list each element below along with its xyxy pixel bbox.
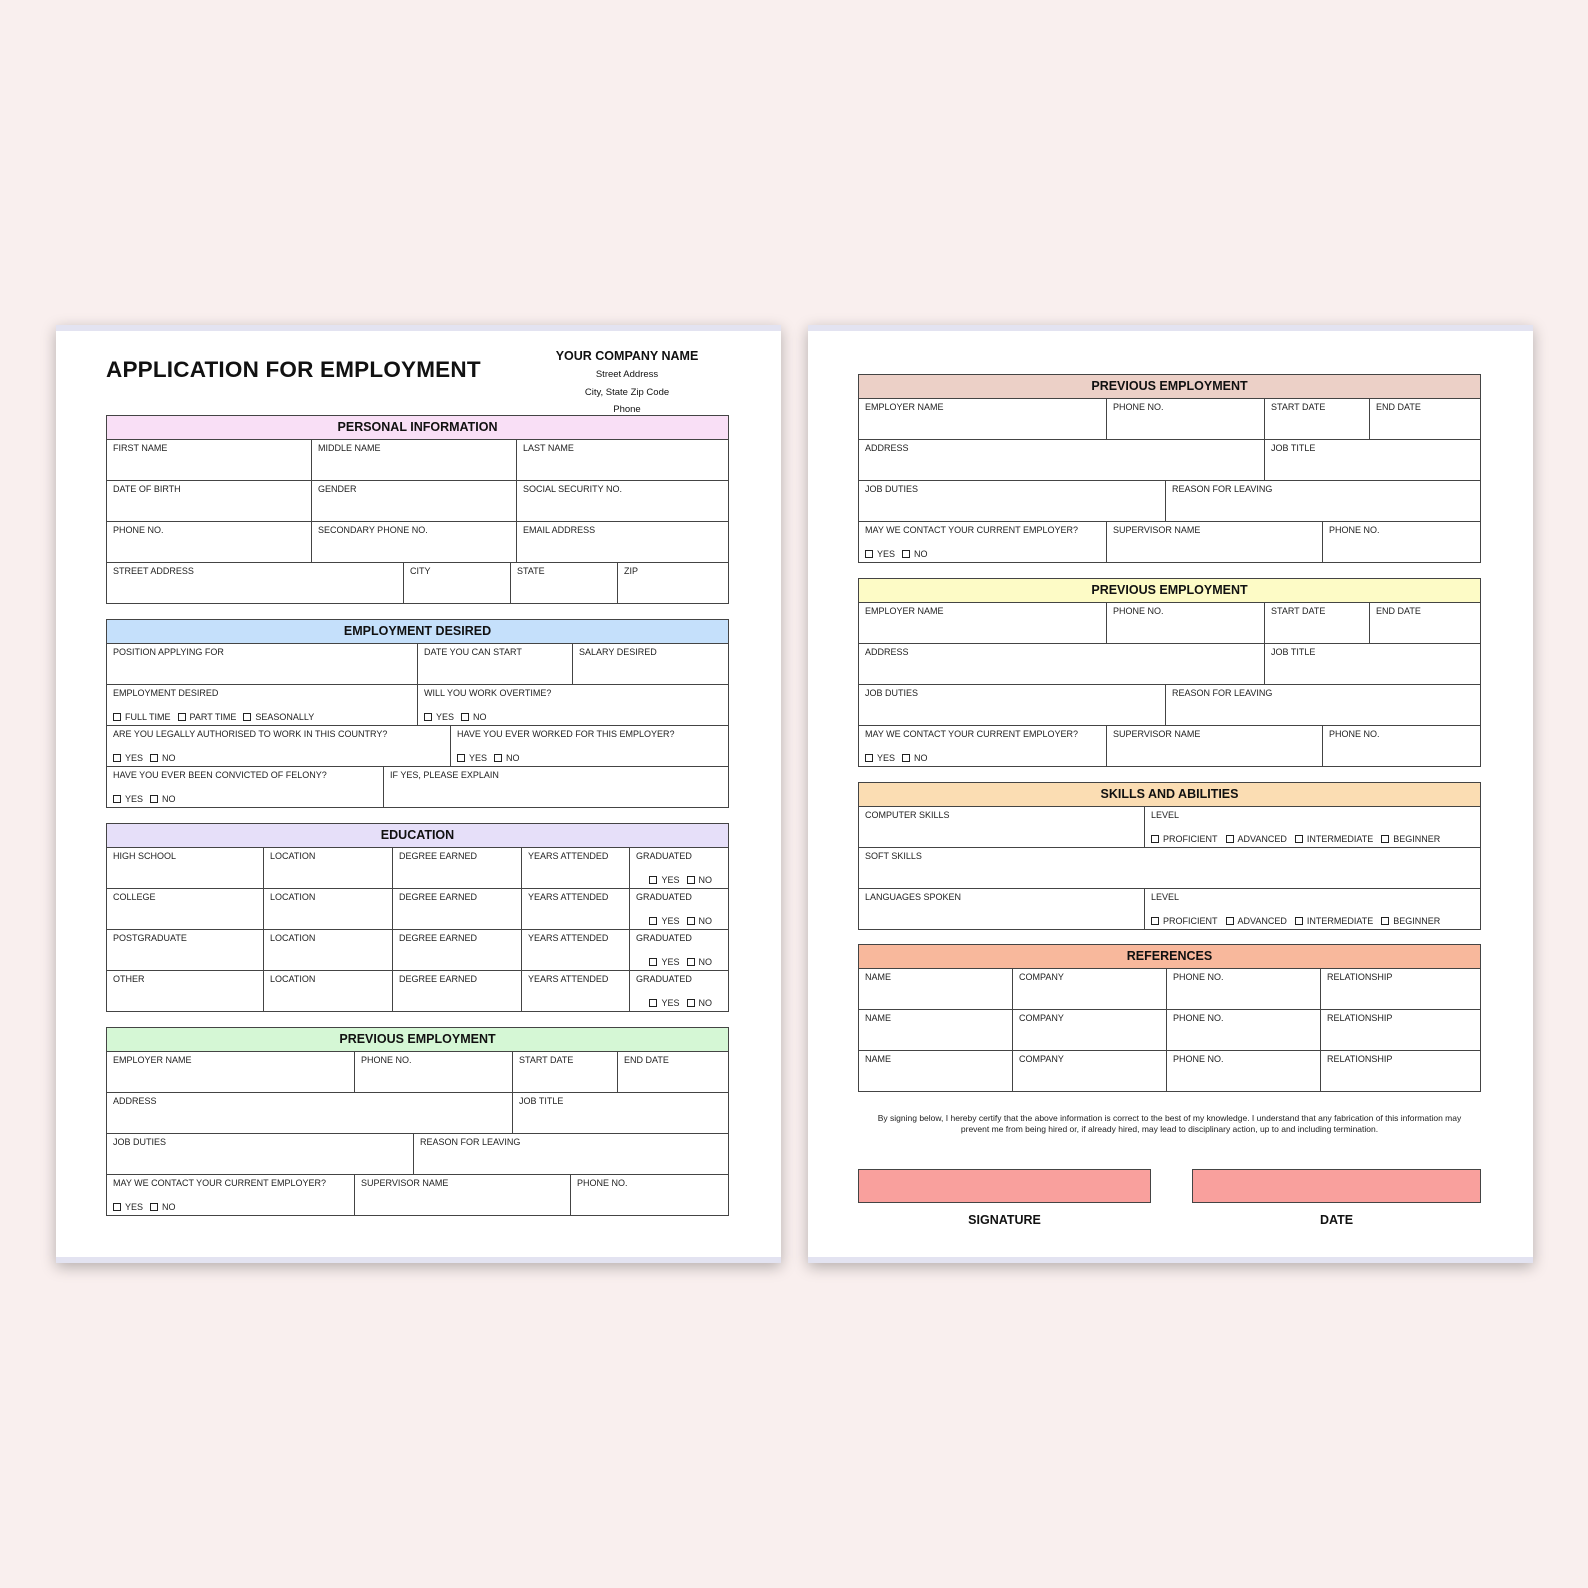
- previous-employment-section: [858, 578, 1481, 767]
- no-checkbox[interactable]: NO: [494, 753, 520, 763]
- beginner-checkbox[interactable]: BEGINNER: [1381, 916, 1440, 926]
- city-field[interactable]: [404, 563, 511, 603]
- field-label: JOB DUTIES: [113, 1137, 167, 1147]
- section-header: PREVIOUS EMPLOYMENT: [107, 1028, 728, 1052]
- field-label: PHONE NO.: [1113, 402, 1164, 412]
- field-label: OTHER: [113, 974, 145, 984]
- field-label: HAVE YOU EVER BEEN CONVICTED OF FELONY?: [113, 770, 327, 780]
- language-level-field: [1145, 889, 1480, 929]
- field-label: GRADUATED: [636, 851, 692, 861]
- field-label: ADDRESS: [113, 1096, 157, 1106]
- field-label: LEVEL: [1151, 810, 1180, 820]
- advanced-checkbox[interactable]: ADVANCED: [1226, 916, 1287, 926]
- job-title-field[interactable]: [1265, 644, 1480, 684]
- reference-company-field[interactable]: [1013, 1010, 1167, 1050]
- field-label: JOB TITLE: [1271, 443, 1316, 453]
- reference-phone-field[interactable]: [1167, 1051, 1321, 1091]
- field-label: MAY WE CONTACT YOUR CURRENT EMPLOYER?: [113, 1178, 327, 1188]
- field-label: PHONE NO.: [113, 525, 164, 535]
- degree-field[interactable]: [393, 889, 522, 929]
- field-label: MAY WE CONTACT YOUR CURRENT EMPLOYER?: [865, 525, 1079, 535]
- zip-field[interactable]: [618, 563, 728, 603]
- first-name-field[interactable]: [107, 440, 312, 480]
- explain-field[interactable]: [384, 767, 728, 807]
- location-field[interactable]: [264, 848, 393, 888]
- graduated-field: [630, 889, 728, 929]
- field-label: SOFT SKILLS: [865, 851, 922, 861]
- no-checkbox[interactable]: NO: [687, 875, 713, 885]
- employment-desired-section: [106, 619, 729, 808]
- intermediate-checkbox[interactable]: INTERMEDIATE: [1295, 834, 1373, 844]
- years-attended-field[interactable]: [522, 971, 630, 1011]
- proficient-checkbox[interactable]: PROFICIENT: [1151, 916, 1218, 926]
- authorised-field: [107, 726, 451, 766]
- field-label: DATE YOU CAN START: [424, 647, 522, 657]
- field-label: LEVEL: [1151, 892, 1180, 902]
- ssn-field[interactable]: [517, 481, 728, 521]
- yes-checkbox[interactable]: YES: [113, 753, 143, 763]
- yes-checkbox[interactable]: YES: [649, 957, 679, 967]
- field-label: EMPLOYER NAME: [865, 402, 944, 412]
- field-label: GRADUATED: [636, 974, 692, 984]
- field-label: END DATE: [624, 1055, 669, 1065]
- reference-company-field[interactable]: [1013, 969, 1167, 1009]
- field-label: PHONE NO.: [1329, 525, 1380, 535]
- yes-checkbox[interactable]: YES: [649, 916, 679, 926]
- contact-employer-field: [859, 522, 1107, 562]
- field-label: SECONDARY PHONE NO.: [318, 525, 428, 535]
- graduated-field: [630, 930, 728, 970]
- signature-field[interactable]: [858, 1169, 1151, 1203]
- field-label: ARE YOU LEGALLY AUTHORISED TO WORK IN THIS COUNTRY?: [113, 729, 388, 739]
- field-label: FIRST NAME: [113, 443, 168, 453]
- employer-name-field[interactable]: [859, 399, 1107, 439]
- section-header: SKILLS AND ABILITIES: [859, 783, 1480, 807]
- graduated-field: [630, 848, 728, 888]
- field-label: ADDRESS: [865, 443, 909, 453]
- reference-relationship-field[interactable]: [1321, 1010, 1480, 1050]
- field-label: RELATIONSHIP: [1327, 1054, 1393, 1064]
- no-checkbox[interactable]: NO: [687, 998, 713, 1008]
- section-header: EMPLOYMENT DESIRED: [107, 620, 728, 644]
- field-label: REASON FOR LEAVING: [1172, 688, 1273, 698]
- employer-phone-field[interactable]: [355, 1052, 513, 1092]
- field-label: ADDRESS: [865, 647, 909, 657]
- section-header: REFERENCES: [859, 945, 1480, 969]
- degree-field[interactable]: [393, 848, 522, 888]
- company-phone: Phone: [613, 404, 641, 415]
- field-label: RELATIONSHIP: [1327, 972, 1393, 982]
- field-label: DEGREE EARNED: [399, 892, 478, 902]
- previous-employment-section: [106, 1027, 729, 1216]
- start-date-field[interactable]: [418, 644, 573, 684]
- field-label: POSITION APPLYING FOR: [113, 647, 224, 657]
- beginner-checkbox[interactable]: BEGINNER: [1381, 834, 1440, 844]
- end-date-field[interactable]: [618, 1052, 728, 1092]
- date-of-birth-field[interactable]: [107, 481, 312, 521]
- field-label: IF YES, PLEASE EXPLAIN: [390, 770, 499, 780]
- form-page-2: [808, 325, 1533, 1263]
- field-label: DATE OF BIRTH: [113, 484, 181, 494]
- section-header: PREVIOUS EMPLOYMENT: [859, 375, 1480, 399]
- date-field[interactable]: [1192, 1169, 1481, 1203]
- part-time-checkbox[interactable]: PART TIME: [178, 712, 237, 722]
- field-label: STREET ADDRESS: [113, 566, 194, 576]
- reference-relationship-field[interactable]: [1321, 1051, 1480, 1091]
- field-label: MAY WE CONTACT YOUR CURRENT EMPLOYER?: [865, 729, 1079, 739]
- field-label: RELATIONSHIP: [1327, 1013, 1393, 1023]
- supervisor-name-field[interactable]: [1107, 522, 1323, 562]
- reference-name-field[interactable]: [859, 969, 1013, 1009]
- contact-employer-field: [859, 726, 1107, 766]
- reason-for-leaving-field[interactable]: [414, 1134, 728, 1174]
- education-level-field[interactable]: [107, 971, 264, 1011]
- salary-field[interactable]: [573, 644, 728, 684]
- no-checkbox[interactable]: NO: [902, 753, 928, 763]
- field-label: SALARY DESIRED: [579, 647, 657, 657]
- start-date-field[interactable]: [1265, 399, 1370, 439]
- field-label: YEARS ATTENDED: [528, 851, 609, 861]
- field-label: LOCATION: [270, 974, 316, 984]
- email-field[interactable]: [517, 522, 728, 562]
- field-label: GENDER: [318, 484, 357, 494]
- field-label: NAME: [865, 1013, 892, 1023]
- supervisor-name-field[interactable]: [1107, 726, 1323, 766]
- field-label: HIGH SCHOOL: [113, 851, 177, 861]
- soft-skills-field[interactable]: [859, 848, 1480, 888]
- yes-checkbox[interactable]: YES: [457, 753, 487, 763]
- field-label: PHONE NO.: [1173, 1054, 1224, 1064]
- field-label: COMPANY: [1019, 1013, 1064, 1023]
- secondary-phone-field[interactable]: [312, 522, 517, 562]
- field-label: LOCATION: [270, 851, 316, 861]
- no-checkbox[interactable]: NO: [150, 753, 176, 763]
- no-checkbox[interactable]: NO: [461, 712, 487, 722]
- field-label: WILL YOU WORK OVERTIME?: [424, 688, 552, 698]
- years-attended-field[interactable]: [522, 930, 630, 970]
- felony-field: [107, 767, 384, 807]
- gender-field[interactable]: [312, 481, 517, 521]
- yes-checkbox[interactable]: YES: [113, 1202, 143, 1212]
- graduated-field: [630, 971, 728, 1011]
- section-header: PREVIOUS EMPLOYMENT: [859, 579, 1480, 603]
- company-name: YOUR COMPANY NAME: [555, 349, 699, 363]
- certification-notice: By signing below, I hereby certify that the above information is correct to the best of my knowledge. I understand that any fabrication of this information may prevent me from being hired or, if already hired, may lead to disciplinary action, up to and including termination.: [877, 1113, 1462, 1134]
- field-label: START DATE: [1271, 606, 1326, 616]
- location-field[interactable]: [264, 971, 393, 1011]
- years-attended-field[interactable]: [522, 848, 630, 888]
- form-page-1: [56, 325, 781, 1263]
- phone-field[interactable]: [107, 522, 312, 562]
- middle-name-field[interactable]: [312, 440, 517, 480]
- job-duties-field[interactable]: [859, 685, 1166, 725]
- yes-checkbox[interactable]: YES: [649, 875, 679, 885]
- years-attended-field[interactable]: [522, 889, 630, 929]
- personal-information-section: [106, 415, 729, 604]
- location-field[interactable]: [264, 930, 393, 970]
- field-label: PHONE NO.: [1329, 729, 1380, 739]
- worked-before-field: [451, 726, 728, 766]
- field-label: SOCIAL SECURITY NO.: [523, 484, 623, 494]
- field-label: COLLEGE: [113, 892, 156, 902]
- no-checkbox[interactable]: NO: [150, 1202, 176, 1212]
- yes-checkbox[interactable]: YES: [424, 712, 454, 722]
- job-title-field[interactable]: [513, 1093, 728, 1133]
- field-label: DEGREE EARNED: [399, 851, 478, 861]
- field-label: START DATE: [519, 1055, 574, 1065]
- address-field[interactable]: [859, 644, 1265, 684]
- supervisor-name-field[interactable]: [355, 1175, 571, 1215]
- address-field[interactable]: [859, 440, 1265, 480]
- computer-level-field: [1145, 807, 1480, 847]
- field-label: END DATE: [1376, 402, 1421, 412]
- date-label: DATE: [1319, 1213, 1354, 1227]
- yes-checkbox[interactable]: YES: [649, 998, 679, 1008]
- field-label: EMPLOYMENT DESIRED: [113, 688, 219, 698]
- field-label: EMPLOYER NAME: [113, 1055, 192, 1065]
- field-label: EMAIL ADDRESS: [523, 525, 596, 535]
- no-checkbox[interactable]: NO: [687, 957, 713, 967]
- state-field[interactable]: [511, 563, 618, 603]
- education-section: [106, 823, 729, 1012]
- field-label: SUPERVISOR NAME: [1113, 729, 1201, 739]
- field-label: EMPLOYER NAME: [865, 606, 944, 616]
- field-label: YEARS ATTENDED: [528, 892, 609, 902]
- skills-section: [858, 782, 1481, 930]
- employer-name-field[interactable]: [859, 603, 1107, 643]
- job-title-field[interactable]: [1265, 440, 1480, 480]
- position-field[interactable]: [107, 644, 418, 684]
- address-field[interactable]: [107, 1093, 513, 1133]
- field-label: HAVE YOU EVER WORKED FOR THIS EMPLOYER?: [457, 729, 675, 739]
- field-label: MIDDLE NAME: [318, 443, 381, 453]
- reference-phone-field[interactable]: [1167, 1010, 1321, 1050]
- field-label: LANGUAGES SPOKEN: [865, 892, 962, 902]
- field-label: JOB TITLE: [519, 1096, 564, 1106]
- field-label: GRADUATED: [636, 933, 692, 943]
- field-label: YEARS ATTENDED: [528, 974, 609, 984]
- yes-checkbox[interactable]: YES: [113, 794, 143, 804]
- education-level-field[interactable]: [107, 930, 264, 970]
- reason-for-leaving-field[interactable]: [1166, 685, 1480, 725]
- field-label: NAME: [865, 972, 892, 982]
- field-label: DEGREE EARNED: [399, 933, 478, 943]
- intermediate-checkbox[interactable]: INTERMEDIATE: [1295, 916, 1373, 926]
- supervisor-phone-field[interactable]: [571, 1175, 728, 1215]
- supervisor-phone-field[interactable]: [1323, 726, 1480, 766]
- seasonally-checkbox[interactable]: SEASONALLY: [243, 712, 314, 722]
- field-label: SUPERVISOR NAME: [1113, 525, 1201, 535]
- form-title: APPLICATION FOR EMPLOYMENT: [106, 357, 481, 382]
- yes-checkbox[interactable]: YES: [865, 549, 895, 559]
- employer-phone-field[interactable]: [1107, 603, 1265, 643]
- yes-checkbox[interactable]: YES: [865, 753, 895, 763]
- field-label: GRADUATED: [636, 892, 692, 902]
- company-block: [524, 349, 730, 419]
- job-duties-field[interactable]: [107, 1134, 414, 1174]
- end-date-field[interactable]: [1370, 603, 1480, 643]
- field-label: JOB DUTIES: [865, 484, 919, 494]
- no-checkbox[interactable]: NO: [150, 794, 176, 804]
- field-label: SUPERVISOR NAME: [361, 1178, 449, 1188]
- computer-skills-field[interactable]: [859, 807, 1145, 847]
- job-duties-field[interactable]: [859, 481, 1166, 521]
- field-label: PHONE NO.: [361, 1055, 412, 1065]
- field-label: COMPUTER SKILLS: [865, 810, 950, 820]
- employer-phone-field[interactable]: [1107, 399, 1265, 439]
- reference-relationship-field[interactable]: [1321, 969, 1480, 1009]
- start-date-field[interactable]: [1265, 603, 1370, 643]
- company-city: City, State Zip Code: [584, 386, 670, 398]
- field-label: LOCATION: [270, 892, 316, 902]
- field-label: END DATE: [1376, 606, 1421, 616]
- degree-field[interactable]: [393, 971, 522, 1011]
- company-street: Street Address: [595, 369, 659, 380]
- field-label: JOB TITLE: [1271, 647, 1316, 657]
- supervisor-phone-field[interactable]: [1323, 522, 1480, 562]
- field-label: ZIP: [624, 566, 639, 576]
- employer-name-field[interactable]: [107, 1052, 355, 1092]
- field-label: PHONE NO.: [1173, 972, 1224, 982]
- advanced-checkbox[interactable]: ADVANCED: [1226, 834, 1287, 844]
- reference-phone-field[interactable]: [1167, 969, 1321, 1009]
- field-label: PHONE NO.: [1173, 1013, 1224, 1023]
- education-level-field[interactable]: [107, 889, 264, 929]
- no-checkbox[interactable]: NO: [687, 916, 713, 926]
- employment-type-field: [107, 685, 418, 725]
- no-checkbox[interactable]: NO: [902, 549, 928, 559]
- field-label: POSTGRADUATE: [113, 933, 187, 943]
- degree-field[interactable]: [393, 930, 522, 970]
- field-label: LAST NAME: [523, 443, 574, 453]
- field-label: STATE: [517, 566, 545, 576]
- proficient-checkbox[interactable]: PROFICIENT: [1151, 834, 1218, 844]
- languages-field[interactable]: [859, 889, 1145, 929]
- field-label: YEARS ATTENDED: [528, 933, 609, 943]
- field-label: PHONE NO.: [577, 1178, 628, 1188]
- reference-name-field[interactable]: [859, 1010, 1013, 1050]
- section-header: EDUCATION: [107, 824, 728, 848]
- field-label: COMPANY: [1019, 1054, 1064, 1064]
- end-date-field[interactable]: [1370, 399, 1480, 439]
- field-label: DEGREE EARNED: [399, 974, 478, 984]
- field-label: JOB DUTIES: [865, 688, 919, 698]
- signature-label: SIGNATURE: [968, 1213, 1041, 1227]
- reference-company-field[interactable]: [1013, 1051, 1167, 1091]
- reason-for-leaving-field[interactable]: [1166, 481, 1480, 521]
- location-field[interactable]: [264, 889, 393, 929]
- full-time-checkbox[interactable]: FULL TIME: [113, 712, 171, 722]
- street-address-field[interactable]: [107, 563, 404, 603]
- previous-employment-section: [858, 374, 1481, 563]
- field-label: REASON FOR LEAVING: [1172, 484, 1273, 494]
- field-label: PHONE NO.: [1113, 606, 1164, 616]
- field-label: REASON FOR LEAVING: [420, 1137, 521, 1147]
- overtime-field: [418, 685, 728, 725]
- field-label: COMPANY: [1019, 972, 1064, 982]
- section-header: PERSONAL INFORMATION: [107, 416, 728, 440]
- field-label: LOCATION: [270, 933, 316, 943]
- field-label: NAME: [865, 1054, 892, 1064]
- references-section: [858, 944, 1481, 1092]
- contact-employer-field: [107, 1175, 355, 1215]
- last-name-field[interactable]: [517, 440, 728, 480]
- start-date-field[interactable]: [513, 1052, 618, 1092]
- field-label: CITY: [410, 566, 431, 576]
- education-level-field[interactable]: [107, 848, 264, 888]
- field-label: START DATE: [1271, 402, 1326, 412]
- reference-name-field[interactable]: [859, 1051, 1013, 1091]
